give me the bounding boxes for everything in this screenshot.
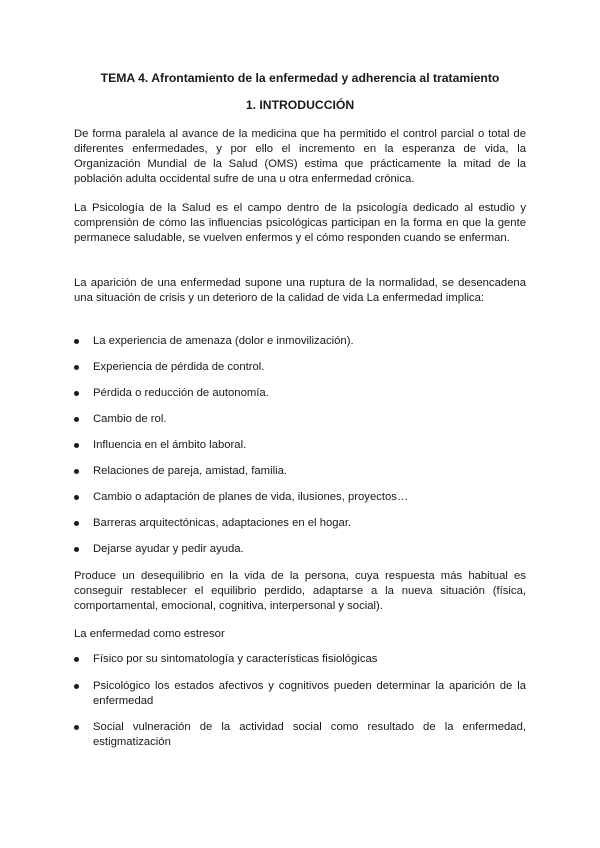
paragraph: Produce un desequilibrio en la vida de la persona, cuya respuesta más habitual es conseguir restablecer el equilibrio perdido, adaptarse a la nueva situación (física, comportamental, emocional, cognitiva, interpersonal y social). — [74, 570, 526, 612]
bullet-icon — [74, 443, 79, 448]
list-item-text: Influencia en el ámbito laboral. — [93, 439, 247, 451]
bullet-icon — [74, 495, 79, 500]
list-item-text: Cambio o adaptación de planes de vida, ilusiones, proyectos… — [93, 491, 409, 503]
list-item-text: Barreras arquitectónicas, adaptaciones en el hogar. — [93, 517, 352, 529]
list-item-text: Dejarse ayudar y pedir ayuda. — [93, 543, 244, 555]
list-item-text: La experiencia de amenaza (dolor e inmovilización). — [93, 335, 354, 347]
bullet-icon — [74, 521, 79, 526]
list-item-text: Físico por su sintomatología y características fisiológicas — [93, 653, 378, 665]
paragraph: De forma paralela al avance de la medicina que ha permitido el control parcial o total de diferentes enfermedades, y por ello el incremento en la esperanza de vida, la Organización Mundial de la Salud (OMS) estima que prácticamente la mitad de la población adulta occidental sufre de una u otra enfermedad crónica. — [74, 128, 526, 185]
section-heading: 1. INTRODUCCIÓN — [245, 98, 355, 112]
bullet-icon — [74, 547, 79, 552]
paragraph: La aparición de una enfermedad supone una ruptura de la normalidad, se desencadena una situación de crisis y un deterioro de la calidad de vida La enfermedad implica: — [74, 277, 526, 304]
list-item-text: Psicológico los estados afectivos y cognitivos pueden determinar la aparición de la enfermedad — [93, 680, 526, 707]
bullet-icon — [74, 469, 79, 474]
bullet-icon — [74, 657, 79, 662]
bullet-icon — [74, 725, 79, 730]
list-item-text: Cambio de rol. — [93, 413, 167, 425]
list-item-text: Relaciones de pareja, amistad, familia. — [93, 465, 288, 477]
bullet-icon — [74, 339, 79, 344]
bullet-icon — [74, 684, 79, 689]
bullet-icon — [74, 417, 79, 422]
document-title: TEMA 4. Afrontamiento de la enfermedad y adherencia al tratamiento — [100, 71, 500, 85]
subheading: La enfermedad como estresor — [74, 628, 225, 640]
list-item-text: Pérdida o reducción de autonomía. — [93, 387, 269, 399]
bullet-icon — [74, 391, 79, 396]
list-item-text: Social vulneración de la actividad social como resultado de la enfermedad, estigmatización — [93, 721, 526, 748]
paragraph: La Psicología de la Salud es el campo dentro de la psicología dedicado al estudio y comprensión de cómo las influencias psicológicas participan en la forma en que la gente permanece saludable, se vuelven enfermos y el cómo responden cuando se enferman. — [74, 202, 526, 244]
list-item-text: Experiencia de pérdida de control. — [93, 361, 265, 373]
bullet-icon — [74, 365, 79, 370]
